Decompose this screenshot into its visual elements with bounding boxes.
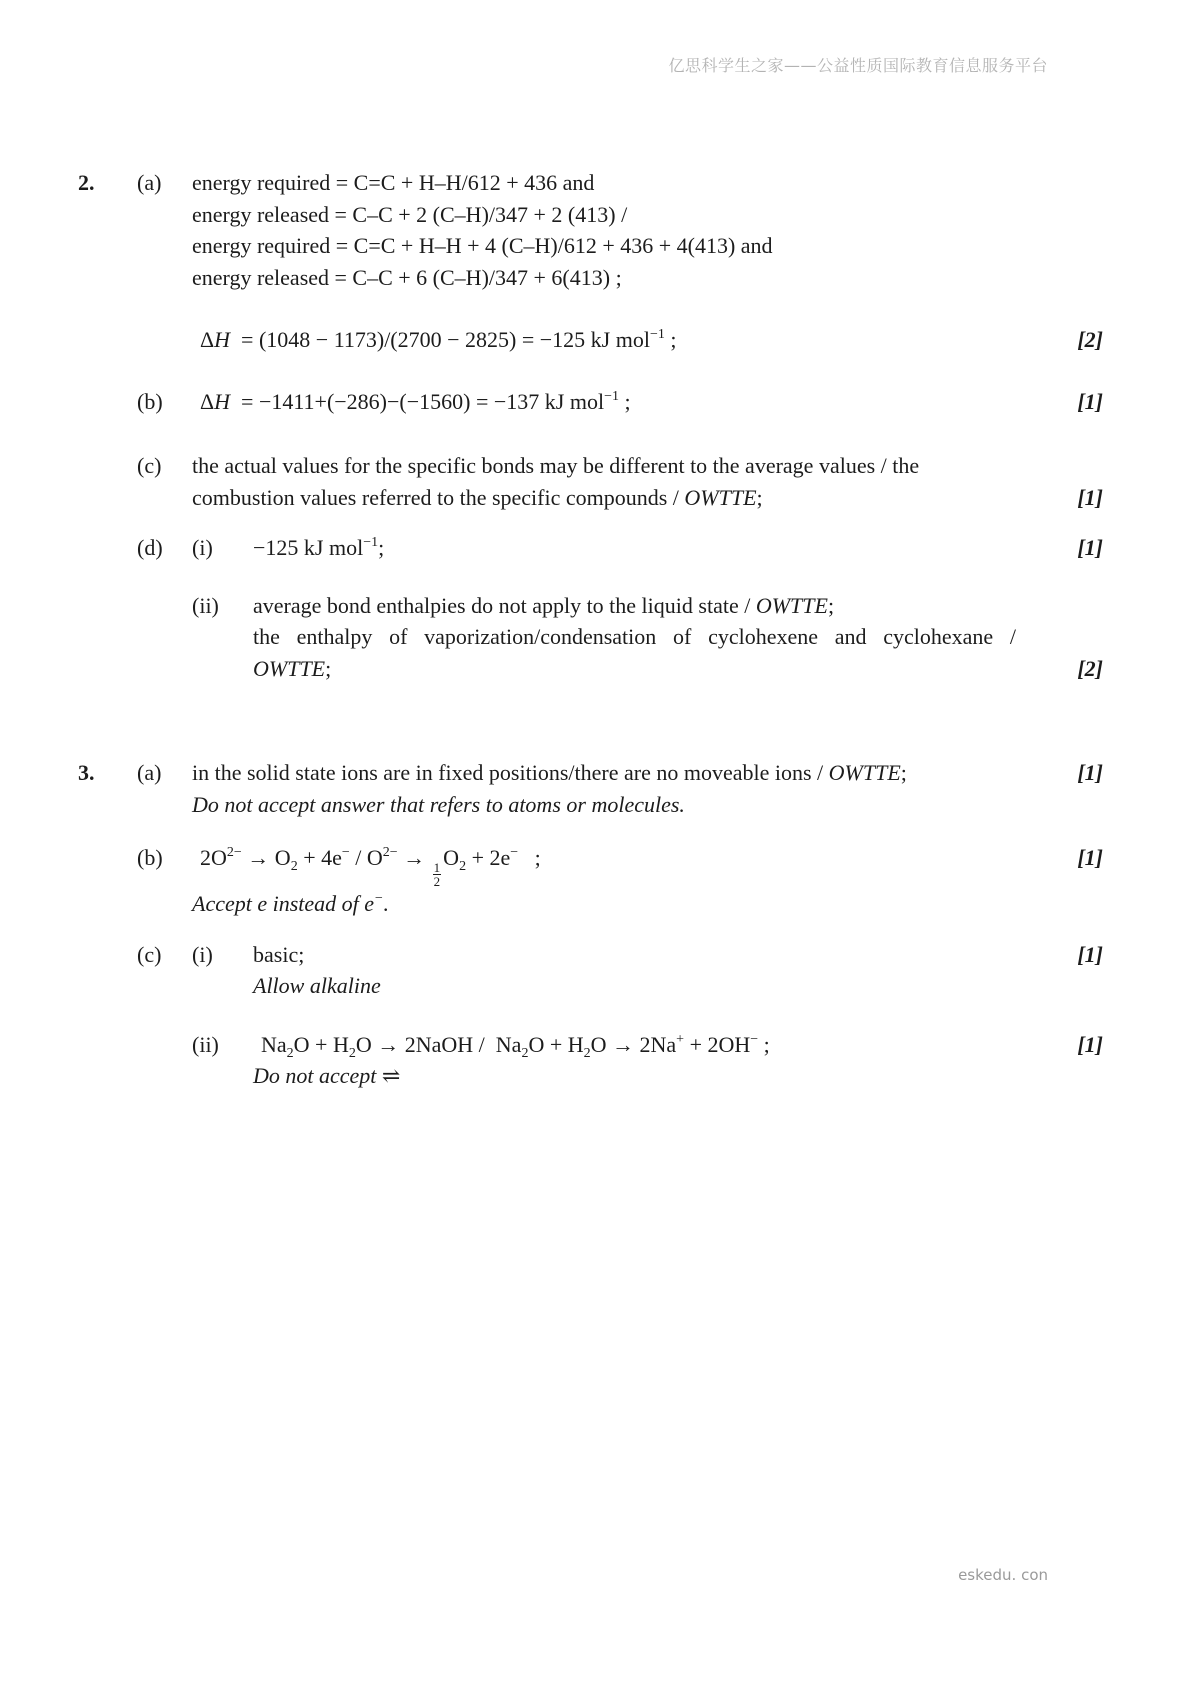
q3ci-text: basic;: [253, 941, 305, 967]
q2c-line-2: combustion values referred to the specific compounds / OWTTE;: [192, 484, 763, 510]
q3b-row: [78, 842, 1103, 920]
q2dii-line-2: the enthalpy of vaporization/condensation of cyclohexene and cyclohexane /: [253, 624, 1016, 649]
marks-badge: [1]: [1077, 388, 1103, 414]
subpart-label: (ii): [192, 592, 219, 618]
marks-badge: [1]: [1077, 760, 1103, 785]
q2b-row: [78, 386, 1103, 418]
q3cii-note: Do not accept ⇌: [253, 1063, 401, 1088]
marks-badge: [1]: [1077, 845, 1103, 870]
site-header-label: 亿思科学生之家——公益性质国际教育信息服务平台: [668, 56, 1048, 75]
q3b-equation: $2O^{2-} \to O_2 + 4e^- / O^{2-}$ → $\frac{1}{2}$ $O_2 + 2e^-$ ;: [200, 845, 541, 889]
q3cii-row: [78, 1029, 1103, 1092]
q2dii-line-3: OWTTE;: [253, 655, 332, 681]
q2b-result: ΔH = −1411+(−286)−(−1560) = −137 kJ mol$^{-1}$ ;: [200, 388, 631, 414]
part-label: (b): [137, 845, 163, 870]
part-label: (a): [137, 760, 162, 785]
marks-badge: [1]: [1077, 535, 1103, 560]
document-content: [78, 167, 1103, 1092]
marks-badge: [2]: [1077, 327, 1103, 352]
part-label: (a): [137, 170, 162, 195]
q2di-text: −125 kJ mol$^{-1}$;: [253, 535, 385, 560]
q2di-row: [78, 532, 1103, 564]
q2a-line-1: energy required = C=C + H–H/612 + 436 and: [192, 170, 595, 195]
part-label: (c): [137, 453, 162, 478]
q2dii-line-1: average bond enthalpies do not apply to the liquid state / OWTTE;: [253, 592, 835, 618]
marks-badge: [1]: [1077, 484, 1103, 510]
site-footer-label: eskedu. con: [958, 1566, 1048, 1584]
subpart-label: (ii): [192, 1031, 219, 1057]
marks-badge: [1]: [1077, 1031, 1103, 1057]
part-label: (d): [137, 535, 163, 560]
q3a-line-1: in the solid state ions are in fixed positions/there are no moveable ions / OWTTE;: [192, 760, 907, 785]
q3ci-note: Allow alkaline: [253, 973, 381, 998]
marks-badge: [2]: [1077, 655, 1103, 681]
q3a-row: [78, 757, 1103, 820]
part-label: (b): [137, 388, 163, 414]
q2a-line-4: energy released = C–C + 6 (C–H)/347 + 6(413) ;: [192, 264, 622, 290]
q2dii-row: [78, 590, 1103, 685]
subpart-label: (i): [192, 941, 213, 967]
q2a-row: [78, 167, 1103, 293]
q2a-result-row: [78, 324, 1103, 356]
q3a-note: Do not accept answer that refers to atoms or molecules.: [192, 791, 685, 817]
subpart-label: (i): [192, 535, 213, 560]
q2c-line-1: the actual values for the specific bonds may be different to the average values / the: [192, 453, 920, 478]
q3cii-equation: $Na_2O + H_2O$ → 2NaOH / $Na_2O + H_2O \to 2Na^+ + 2OH^-$ ;: [261, 1031, 770, 1061]
part-label: (c): [137, 941, 162, 967]
q2a-result: ΔH = (1048 − 1173)/(2700 − 2825) = −125 kJ mol$^{-1}$ ;: [200, 327, 677, 352]
q3b-note: Accept e instead of e−.: [192, 891, 389, 916]
q2a-line-2: energy released = C–C + 2 (C–H)/347 + 2 (413) /: [192, 201, 628, 227]
q2a-line-3: energy required = C=C + H–H + 4 (C–H)/612 + 436 + 4(413) and: [192, 233, 773, 258]
question-number: 3.: [78, 760, 95, 785]
q3ci-row: [78, 939, 1103, 1002]
q2c-row: [78, 450, 1103, 513]
question-number: 2.: [78, 170, 95, 195]
marks-badge: [1]: [1077, 941, 1103, 967]
q2a-text: [192, 167, 1103, 293]
